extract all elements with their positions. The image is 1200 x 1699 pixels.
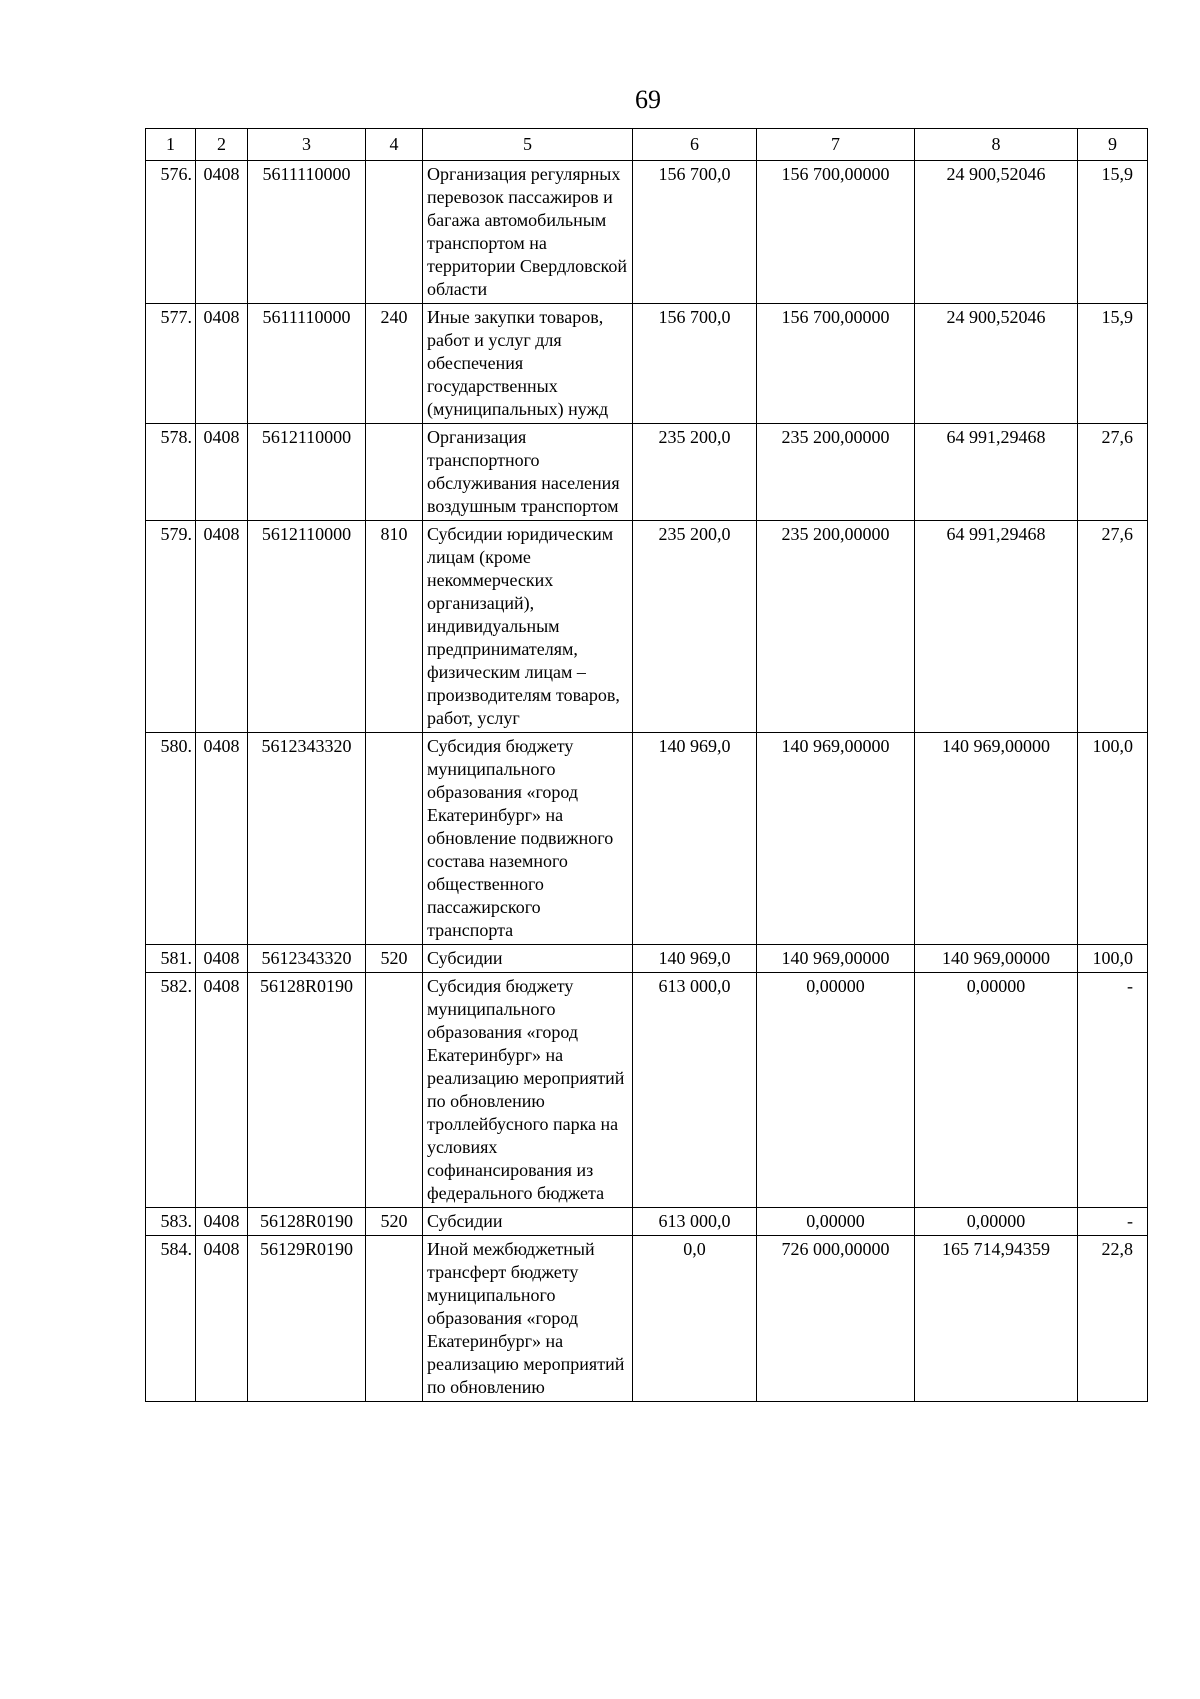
row-number: 583. (146, 1208, 196, 1236)
revised-amount: 726 000,00000 (757, 1236, 915, 1402)
expense-type (366, 424, 423, 521)
table-row (146, 1236, 1148, 1402)
target-code: 5612110000 (248, 424, 366, 521)
section-code: 0408 (196, 973, 248, 1208)
table-body (146, 161, 1148, 1402)
revised-amount: 156 700,00000 (757, 304, 915, 424)
row-number: 579. (146, 521, 196, 733)
table-row (146, 304, 1148, 424)
planned-amount: 156 700,0 (633, 161, 757, 304)
item-name: Иной межбюджетный трансферт бюджету муниципального образования «город Екатеринбург» на реализацию мероприятий по обновлению (423, 1236, 633, 1402)
target-code: 5612343320 (248, 945, 366, 973)
executed-amount: 64 991,29468 (915, 424, 1078, 521)
expense-type: 520 (366, 1208, 423, 1236)
planned-amount: 140 969,0 (633, 733, 757, 945)
item-name: Иные закупки товаров, работ и услуг для обеспечения государственных (муниципальных) нужд (423, 304, 633, 424)
row-number: 582. (146, 973, 196, 1208)
planned-amount: 235 200,0 (633, 424, 757, 521)
revised-amount: 140 969,00000 (757, 945, 915, 973)
section-code: 0408 (196, 424, 248, 521)
header-cell-2: 2 (196, 129, 248, 161)
expense-type (366, 973, 423, 1208)
execution-percent: 15,9 (1078, 304, 1148, 424)
planned-amount: 156 700,0 (633, 304, 757, 424)
table-header-row (146, 129, 1148, 161)
execution-percent: 100,0 (1078, 945, 1148, 973)
table-row (146, 733, 1148, 945)
expense-type: 810 (366, 521, 423, 733)
execution-percent: - (1078, 973, 1148, 1208)
planned-amount: 140 969,0 (633, 945, 757, 973)
section-code: 0408 (196, 1208, 248, 1236)
row-number: 581. (146, 945, 196, 973)
execution-percent: 100,0 (1078, 733, 1148, 945)
header-cell-3: 3 (248, 129, 366, 161)
table-row (146, 973, 1148, 1208)
page-number: 69 (635, 85, 661, 114)
item-name: Субсидии (423, 945, 633, 973)
header-cell-9: 9 (1078, 129, 1148, 161)
planned-amount: 0,0 (633, 1236, 757, 1402)
target-code: 56128R0190 (248, 973, 366, 1208)
row-number: 584. (146, 1236, 196, 1402)
table-row (146, 1208, 1148, 1236)
expense-type: 240 (366, 304, 423, 424)
target-code: 56128R0190 (248, 1208, 366, 1236)
section-code: 0408 (196, 161, 248, 304)
header-cell-1: 1 (146, 129, 196, 161)
item-name: Субсидии (423, 1208, 633, 1236)
executed-amount: 0,00000 (915, 1208, 1078, 1236)
executed-amount: 24 900,52046 (915, 161, 1078, 304)
header-cell-8: 8 (915, 129, 1078, 161)
table-row (146, 161, 1148, 304)
section-code: 0408 (196, 304, 248, 424)
budget-table (145, 128, 1148, 1402)
item-name: Субсидии юридическим лицам (кроме некоммерческих организаций), индивидуальным предпринимателям, физическим лицам – производителям товаров, работ, услуг (423, 521, 633, 733)
expense-type: 520 (366, 945, 423, 973)
target-code: 5611110000 (248, 304, 366, 424)
executed-amount: 140 969,00000 (915, 945, 1078, 973)
planned-amount: 235 200,0 (633, 521, 757, 733)
table-row (146, 945, 1148, 973)
revised-amount: 0,00000 (757, 1208, 915, 1236)
item-name: Субсидия бюджету муниципального образования «город Екатеринбург» на реализацию мероприятий по обновлению троллейбусного парка на условиях софинансирования из федерального бюджета (423, 973, 633, 1208)
section-code: 0408 (196, 521, 248, 733)
table-row (146, 424, 1148, 521)
revised-amount: 156 700,00000 (757, 161, 915, 304)
revised-amount: 140 969,00000 (757, 733, 915, 945)
executed-amount: 0,00000 (915, 973, 1078, 1208)
section-code: 0408 (196, 733, 248, 945)
header-cell-5: 5 (423, 129, 633, 161)
row-number: 580. (146, 733, 196, 945)
header-cell-4: 4 (366, 129, 423, 161)
target-code: 5611110000 (248, 161, 366, 304)
execution-percent: - (1078, 1208, 1148, 1236)
revised-amount: 235 200,00000 (757, 521, 915, 733)
planned-amount: 613 000,0 (633, 1208, 757, 1236)
executed-amount: 64 991,29468 (915, 521, 1078, 733)
item-name: Организация транспортного обслуживания населения воздушным транспортом (423, 424, 633, 521)
execution-percent: 27,6 (1078, 521, 1148, 733)
expense-type (366, 161, 423, 304)
expense-type (366, 1236, 423, 1402)
target-code: 5612110000 (248, 521, 366, 733)
row-number: 576. (146, 161, 196, 304)
header-cell-7: 7 (757, 129, 915, 161)
execution-percent: 22,8 (1078, 1236, 1148, 1402)
item-name: Организация регулярных перевозок пассажиров и багажа автомобильным транспортом на территории Свердловской области (423, 161, 633, 304)
executed-amount: 24 900,52046 (915, 304, 1078, 424)
item-name: Субсидия бюджету муниципального образования «город Екатеринбург» на обновление подвижного состава наземного общественного пассажирского транспорта (423, 733, 633, 945)
executed-amount: 140 969,00000 (915, 733, 1078, 945)
header-cell-6: 6 (633, 129, 757, 161)
table-row (146, 521, 1148, 733)
expense-type (366, 733, 423, 945)
section-code: 0408 (196, 945, 248, 973)
section-code: 0408 (196, 1236, 248, 1402)
target-code: 5612343320 (248, 733, 366, 945)
row-number: 577. (146, 304, 196, 424)
row-number: 578. (146, 424, 196, 521)
target-code: 56129R0190 (248, 1236, 366, 1402)
revised-amount: 235 200,00000 (757, 424, 915, 521)
planned-amount: 613 000,0 (633, 973, 757, 1208)
executed-amount: 165 714,94359 (915, 1236, 1078, 1402)
revised-amount: 0,00000 (757, 973, 915, 1208)
execution-percent: 27,6 (1078, 424, 1148, 521)
execution-percent: 15,9 (1078, 161, 1148, 304)
